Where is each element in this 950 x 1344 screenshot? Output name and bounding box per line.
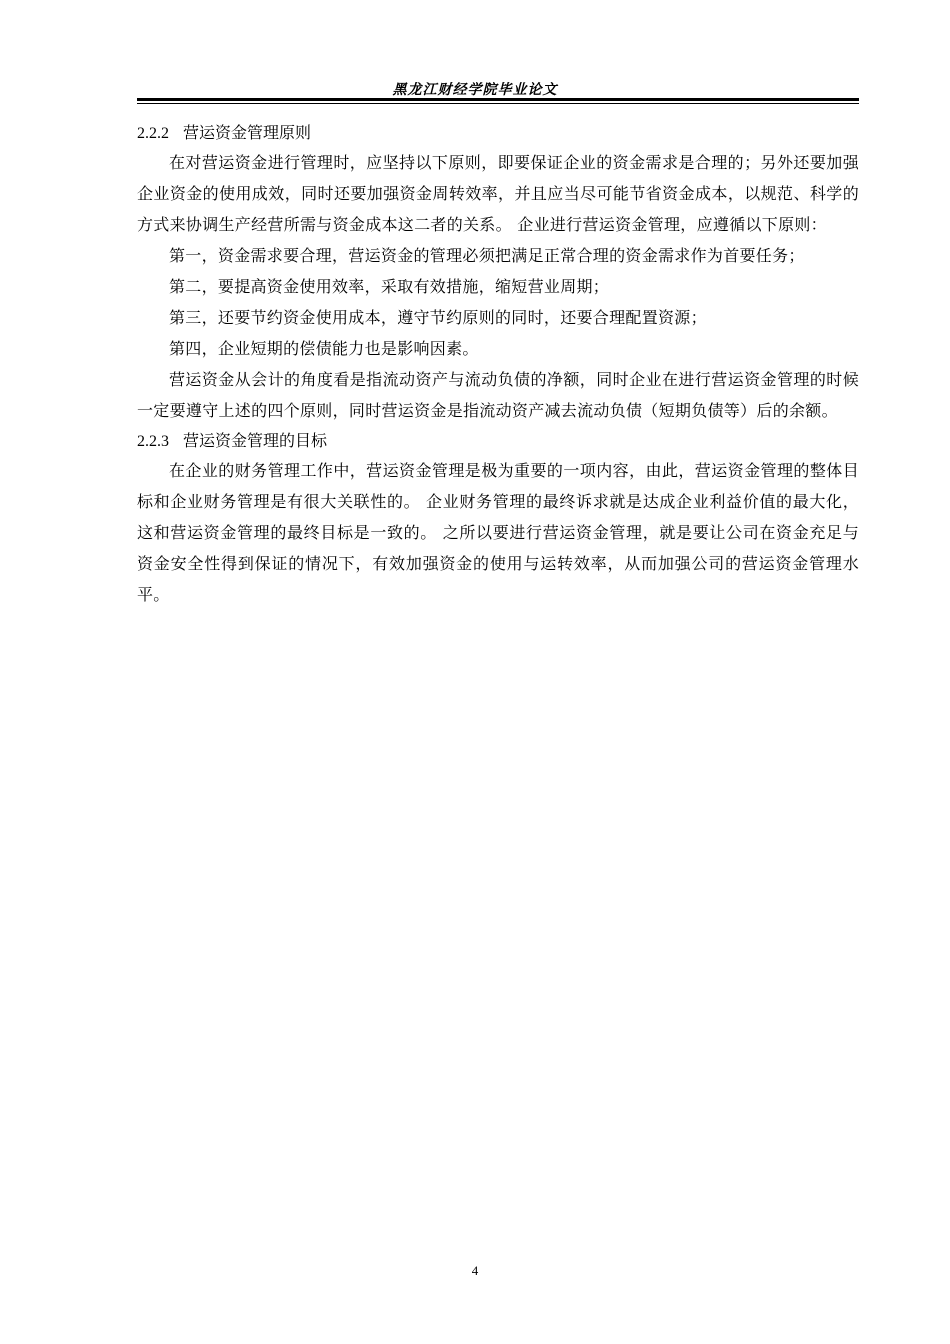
paragraph: 第二，要提高资金使用效率，采取有效措施，缩短营业周期； <box>169 277 610 296</box>
paragraph: 在对营运资金进行管理时，应坚持以下原则，即要保证企业的资金需求是合理的；另外还要加强企业资金的使用成效，同时还要加强资金周转效率，并且应当尽可能节省资金成本，以规范、科学的方式来协调生产经营所需与资金成本这二者的关系。 企业进行营运资金管理，应遵循以下原则： <box>137 153 859 234</box>
page-number: 4 <box>471 1263 479 1278</box>
section-title: 营运资金管理的目标 <box>183 431 328 450</box>
section-heading <box>137 426 859 455</box>
header-rule-thin <box>137 103 859 104</box>
running-header-title: 黑龙江财经学院毕业论文 <box>392 82 558 98</box>
document-body <box>137 118 859 610</box>
header-rule-thick <box>137 98 859 101</box>
paragraph: 第三，还要节约资金使用成本，遵守节约原则的同时，还要合理配置资源； <box>169 308 707 327</box>
section-title: 营运资金管理原则 <box>183 123 312 142</box>
paragraph: 第四，企业短期的偿债能力也是影响因素。 <box>169 339 479 358</box>
paragraph: 在企业的财务管理工作中，营运资金管理是极为重要的一项内容，由此，营运资金管理的整体目标和企业财务管理是有很大关联性的。 企业财务管理的最终诉求就是达成企业利益价值的最大化，这和营运资金管理的最终目标是一致的。 之所以要进行营运资金管理，就是要让公司在资金充足与资金安全性得到保证的情况下，有效加强资金的使用与运转效率，从而加强公司的营运资金管理水平。 <box>137 461 859 604</box>
section-number: 2.2.3 <box>137 433 169 450</box>
paragraph: 营运资金从会计的角度看是指流动资产与流动负债的净额，同时企业在进行营运资金管理的时候一定要遵守上述的四个原则，同时营运资金是指流动资产减去流动负债（短期负债等）后的余额。 <box>137 370 859 420</box>
paragraph: 第一，资金需求要合理，营运资金的管理必须把满足正常合理的资金需求作为首要任务； <box>169 246 805 265</box>
section-number: 2.2.2 <box>137 125 169 142</box>
section-heading <box>137 118 859 147</box>
